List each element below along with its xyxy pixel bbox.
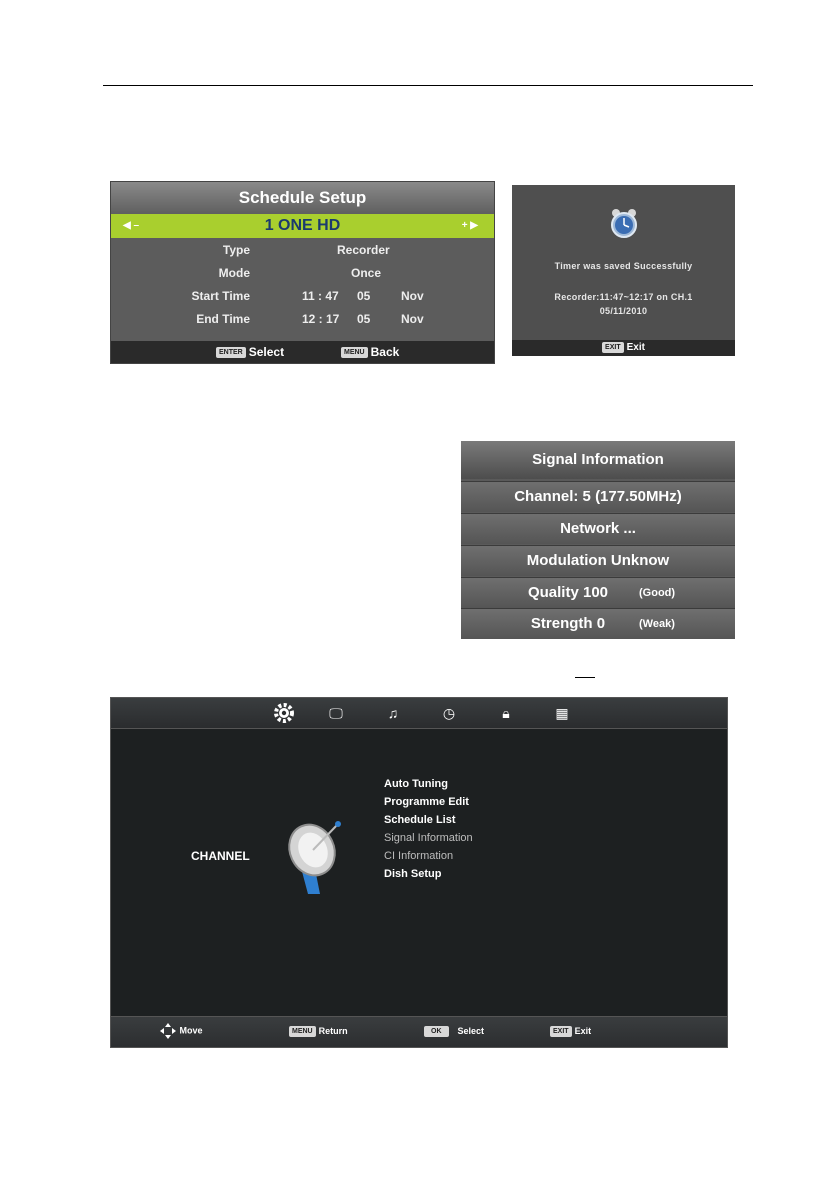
schedule-setup-panel [110, 181, 495, 364]
exit-label: Exit [574, 1026, 592, 1036]
menu-hint-bar [111, 1016, 727, 1047]
start-time-label: Start Time [191, 289, 250, 303]
start-month-value: Nov [401, 289, 424, 303]
strength-status: (Weak) [639, 618, 675, 630]
mode-value: Once [351, 266, 382, 280]
timer-footer[interactable] [512, 340, 735, 356]
music-icon[interactable]: ♫ [387, 705, 399, 721]
menu-item-dish-setup[interactable]: Dish Setup [384, 868, 442, 880]
start-day-value: 05 [357, 289, 371, 303]
underline-mark [575, 677, 595, 678]
timer-saved-dialog [512, 185, 735, 356]
signal-network: Network ... [461, 513, 735, 544]
strength-label: Strength 0 [530, 615, 606, 632]
timer-message: Timer was saved Successfully [554, 261, 693, 271]
section-label: CHANNEL [191, 849, 250, 863]
grid-icon[interactable]: ▦ [555, 705, 569, 721]
lock-icon[interactable]: 🔒︎ [502, 705, 510, 721]
menu-item-signal-information[interactable]: Signal Information [384, 832, 473, 844]
quality-label: Quality 100 [527, 584, 609, 601]
direction-pad-icon [159, 1022, 177, 1040]
signal-quality-row [461, 577, 735, 608]
select-label: Select [457, 1026, 485, 1036]
select-hint[interactable] [424, 1026, 484, 1037]
menu-item-schedule-list[interactable]: Schedule List [384, 814, 456, 826]
type-value: Recorder [337, 243, 390, 257]
channel-menu-screen [110, 697, 728, 1048]
move-hint[interactable] [159, 1022, 203, 1040]
signal-modulation: Modulation Unknow [461, 545, 735, 576]
channel-name: 1 ONE HD [264, 217, 341, 234]
signal-channel: Channel: 5 (177.50MHz) [461, 481, 735, 512]
return-label: Return [318, 1026, 348, 1036]
exit-key: EXIT [602, 342, 624, 353]
end-time-value: 12 : 17 [302, 312, 340, 326]
type-label: Type [222, 243, 250, 257]
start-time-row[interactable] [111, 286, 494, 306]
start-time-value: 11 : 47 [302, 289, 339, 303]
satellite-dish-icon [286, 816, 348, 896]
mode-label: Mode [218, 266, 250, 280]
clock-icon[interactable]: ◷ [442, 705, 456, 721]
right-arrow-icon[interactable]: + ▶ [461, 220, 478, 231]
back-label: Back [370, 345, 400, 359]
signal-information-panel [461, 441, 735, 639]
end-time-label: End Time [196, 312, 250, 326]
timer-detail: Recorder:11:47~12:17 on CH.1 [554, 292, 693, 302]
move-label: Move [179, 1025, 203, 1036]
mode-row[interactable] [111, 263, 494, 283]
end-time-row[interactable] [111, 309, 494, 329]
end-day-value: 05 [357, 312, 371, 326]
monitor-icon[interactable]: 🖵 [329, 705, 343, 721]
header-rule [103, 85, 753, 86]
signal-title: Signal Information [461, 441, 735, 479]
return-hint[interactable] [289, 1026, 348, 1037]
panel-title: Schedule Setup [111, 182, 494, 214]
menu-key: MENU [289, 1026, 316, 1037]
enter-key: ENTER [216, 347, 246, 358]
schedule-footer [111, 341, 494, 363]
exit-key: EXIT [550, 1026, 572, 1037]
menu-tab-bar [111, 698, 727, 729]
menu-item-ci-information[interactable]: CI Information [384, 850, 454, 862]
menu-item-programme-edit[interactable]: Programme Edit [384, 796, 469, 808]
left-arrow-icon[interactable]: ◀ – [123, 220, 140, 231]
enter-select-hint[interactable] [216, 341, 284, 363]
menu-key: MENU [341, 347, 368, 358]
exit-hint[interactable] [550, 1026, 591, 1037]
exit-label: Exit [626, 342, 645, 353]
menu-back-hint[interactable] [341, 341, 399, 363]
alarm-clock-icon [609, 207, 639, 239]
ok-key: OK [424, 1026, 449, 1037]
end-month-value: Nov [401, 312, 424, 326]
type-row[interactable] [111, 240, 494, 260]
timer-date: 05/11/2010 [599, 306, 648, 316]
signal-strength-row [461, 608, 735, 639]
menu-item-auto-tuning[interactable]: Auto Tuning [384, 778, 448, 790]
channel-selector[interactable] [111, 214, 494, 238]
gear-icon[interactable] [272, 701, 296, 725]
select-label: Select [248, 345, 285, 359]
quality-status: (Good) [639, 587, 676, 599]
